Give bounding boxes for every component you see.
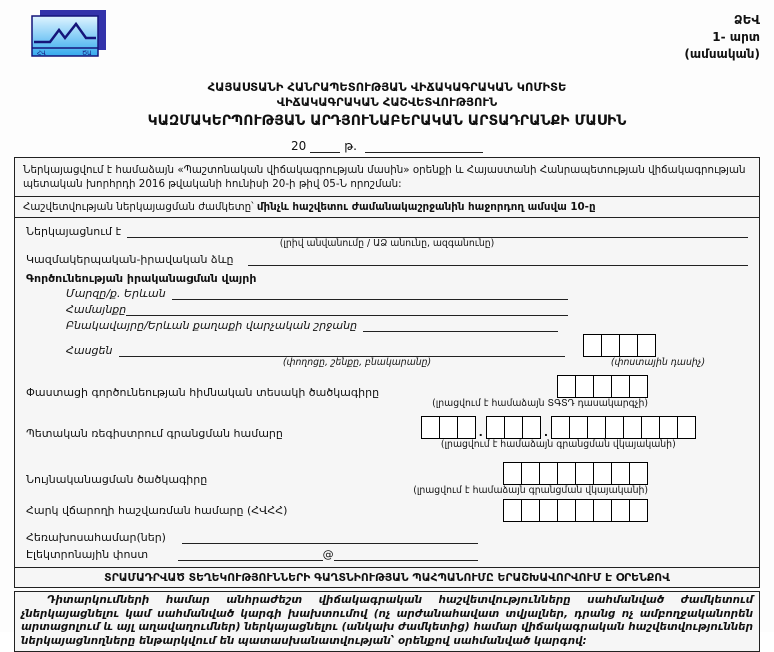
email-at-sign: @ xyxy=(322,548,334,561)
address-captions-row xyxy=(26,357,748,368)
armstat-logo xyxy=(26,8,112,60)
tin-label: Հարկ վճարողի հաշվառման համարը (ՀՎՀՀ) xyxy=(26,504,288,517)
year-suffix: թ. xyxy=(344,139,357,153)
legal-form-blank[interactable] xyxy=(248,253,749,266)
title-committee: ՀԱՅԱՍՏԱՆԻ ՀԱՆՐԱՊԵՏՈՒԹՅԱՆ ՎԻՃԱԿԱԳՐԱԿԱՆ ԿՈՄԻՏԵ xyxy=(207,80,567,94)
tin-row xyxy=(26,499,748,522)
phone-row xyxy=(26,531,478,544)
year-line xyxy=(14,137,760,153)
id-code-label: Նույնականացման ծածկագիրը xyxy=(26,472,208,486)
settlement-blank[interactable] xyxy=(363,319,558,332)
input-cell[interactable] xyxy=(605,416,624,439)
community-label: Համայնքը xyxy=(66,303,127,316)
phone-label: Հեռախոսահամար(ներ) xyxy=(26,531,166,544)
postal-code-boxes[interactable] xyxy=(583,334,656,357)
input-cell[interactable] xyxy=(629,375,648,398)
form-period: (ամսական) xyxy=(684,47,760,61)
presents-row xyxy=(26,225,748,238)
community-row xyxy=(66,303,568,316)
email-label: Էլեկտրոնային փոստ xyxy=(26,548,149,561)
postal-caption: (փոստային դասիչ) xyxy=(610,357,706,368)
id-code-boxes[interactable] xyxy=(503,462,648,485)
register-separator: . xyxy=(478,426,483,439)
presents-label: Ներկայացնում է xyxy=(26,225,122,238)
register-boxes-part1[interactable] xyxy=(421,416,476,439)
activity-code-boxes[interactable] xyxy=(557,375,648,398)
input-cell[interactable] xyxy=(611,499,630,522)
confidentiality-guarantee: ՏՐԱՄԱԴՐՎԱԾ ՏԵՂԵԿՈՒԹՅՈՒՆՆԵՐԻ ԳԱՂՏՆԻՈՒԹՅԱՆ ՊԱՀՊԱՆՈՒՄԸ ԵՐԱՇԽԱՎՈՐՎՈՒՄ Է ՕՐԵՆՔՈՎ xyxy=(14,568,760,588)
input-cell[interactable] xyxy=(521,462,540,485)
input-cell[interactable] xyxy=(551,416,570,439)
register-label: Պետական ռեգիստրում գրանցման համարը xyxy=(26,426,283,440)
input-cell[interactable] xyxy=(575,375,594,398)
year-prefix: 20 xyxy=(291,139,307,153)
register-separator: . xyxy=(543,426,548,439)
armstat-logo-icon xyxy=(26,8,112,60)
input-cell[interactable] xyxy=(619,334,638,357)
main-form-box xyxy=(14,157,760,568)
input-cell[interactable] xyxy=(557,375,576,398)
address-caption: (փողոցը, շենքը, բնակարանը) xyxy=(282,357,432,368)
deadline-label: Հաշվետվության ներկայացման ժամկետը՝ xyxy=(23,201,257,213)
input-cell[interactable] xyxy=(623,416,642,439)
presents-blank[interactable] xyxy=(127,225,748,238)
input-cell[interactable] xyxy=(583,334,602,357)
email-domain-blank[interactable] xyxy=(334,548,478,561)
input-cell[interactable] xyxy=(557,499,576,522)
deadline-value: մինչև հաշվետու ժամանակաշրջանին հաջորդող ամսվա 10-ը xyxy=(256,201,596,213)
title-block xyxy=(14,80,760,131)
id-code-row xyxy=(26,462,748,496)
activity-label: Փաստացի գործունեության հիմնական տեսակի ծածկագիրը xyxy=(26,385,380,399)
activity-row xyxy=(26,375,748,409)
input-cell[interactable] xyxy=(486,416,505,439)
form-number: 1- արտ xyxy=(712,30,760,44)
input-cell[interactable] xyxy=(575,499,594,522)
input-cell[interactable] xyxy=(587,416,606,439)
region-blank[interactable] xyxy=(172,287,568,300)
form-id-block xyxy=(684,8,760,63)
input-cell[interactable] xyxy=(629,499,648,522)
input-cell[interactable] xyxy=(539,499,558,522)
logo-right-letters: ԾԱ xyxy=(82,50,92,57)
input-cell[interactable] xyxy=(629,462,648,485)
register-boxes-part3[interactable] xyxy=(551,416,696,439)
legal-form-row xyxy=(26,253,748,266)
liability-warning: Դիտարկումների համար անհրաժեշտ վիճակագրական հաշվետվությունները սահմանված ժամկետում չներկայացնելու կամ սահմանված կարգի խախտումով (ոչ արժանահավատ տվյալներ, դրանց ոչ ամբողջականորեն արտացոլում և այլ աղավաղումներ) ներկայացնելու (անկախ ժամկետից) համար վիճակագրական հաշվետվություններ ներկայացնողները ենթարկվում են պատասխանատվության՝ օրենքով սահմանված կարգով: xyxy=(14,591,760,652)
input-cell[interactable] xyxy=(504,416,523,439)
input-cell[interactable] xyxy=(593,499,612,522)
legal-form-label: Կազմակերպական-իրավական ձևը xyxy=(26,253,234,266)
input-cell[interactable] xyxy=(421,416,440,439)
deadline-row xyxy=(15,197,759,218)
register-boxes-part2[interactable] xyxy=(486,416,541,439)
input-cell[interactable] xyxy=(641,416,660,439)
logo-left-letters: ՀՎ xyxy=(37,50,46,57)
input-cell[interactable] xyxy=(601,334,620,357)
region-label: Մարզը/ք. Երևան xyxy=(66,287,166,300)
input-cell[interactable] xyxy=(611,462,630,485)
legal-basis-paragraph: Ներկայացվում է համաձայն «Պաշտոնական վիճակագրության մասին» օրենքի և Հայաստանի Հանրապետության վիճակագրության պետական խորհրդի 2016 թվականի հունիսի 20-ի թիվ 05-Ն որոշման: xyxy=(15,158,759,197)
location-header: Գործունեության իրականացման վայրի xyxy=(26,272,257,285)
title-subject: ԿԱԶՄԱԿԵՐՊՈՒԹՅԱՆ ԱՐԴՅՈՒՆԱԲԵՐԱԿԱՆ ԱՐՏԱԴՐԱՆՔԻ ՄԱՍԻՆ xyxy=(147,113,627,129)
id-code-caption: (լրացվում է համաձայն գրանցման վկայականի) xyxy=(413,485,648,496)
input-cell[interactable] xyxy=(659,416,678,439)
input-cell[interactable] xyxy=(569,416,588,439)
register-row xyxy=(26,416,748,450)
title-report: ՎԻՃԱԿԱԳՐԱԿԱՆ ՀԱՇՎԵՏՎՈՒԹՅՈՒՆ xyxy=(276,95,498,109)
fields-area xyxy=(15,218,759,567)
settlement-label: Բնակավայրը/Երևան քաղաքի վարչական շրջանը xyxy=(66,319,358,332)
input-cell[interactable] xyxy=(503,499,522,522)
input-cell[interactable] xyxy=(593,462,612,485)
input-cell[interactable] xyxy=(593,375,612,398)
input-cell[interactable] xyxy=(677,416,696,439)
period-blank[interactable] xyxy=(365,139,483,153)
activity-caption: (լրացվում է համաձայն ՏԳՏԴ դասակարգչի) xyxy=(432,398,648,409)
input-cell[interactable] xyxy=(439,416,458,439)
year-blank[interactable] xyxy=(310,139,340,153)
tin-boxes[interactable] xyxy=(503,499,648,522)
form-header xyxy=(14,8,760,70)
email-local-blank[interactable] xyxy=(178,548,322,561)
input-cell[interactable] xyxy=(503,462,522,485)
address-blank[interactable] xyxy=(119,344,566,357)
presents-caption: (լրիվ անվանումը / ԱՁ անունը, ազգանունը) xyxy=(279,238,495,249)
email-row xyxy=(26,548,478,561)
register-caption: (լրացվում է համաձայն գրանցման վկայականի) xyxy=(440,439,676,450)
community-blank[interactable] xyxy=(126,303,568,316)
input-cell[interactable] xyxy=(539,462,558,485)
input-cell[interactable] xyxy=(522,416,541,439)
input-cell[interactable] xyxy=(637,334,656,357)
form-label: ՁԵՎ xyxy=(733,13,760,27)
settlement-row xyxy=(66,319,558,332)
input-cell[interactable] xyxy=(557,462,576,485)
input-cell[interactable] xyxy=(521,499,540,522)
phone-blank[interactable] xyxy=(182,531,478,544)
address-row xyxy=(66,334,748,357)
region-row xyxy=(66,287,568,300)
input-cell[interactable] xyxy=(457,416,476,439)
input-cell[interactable] xyxy=(575,462,594,485)
address-label: Հասցեն xyxy=(66,344,113,357)
input-cell[interactable] xyxy=(611,375,630,398)
